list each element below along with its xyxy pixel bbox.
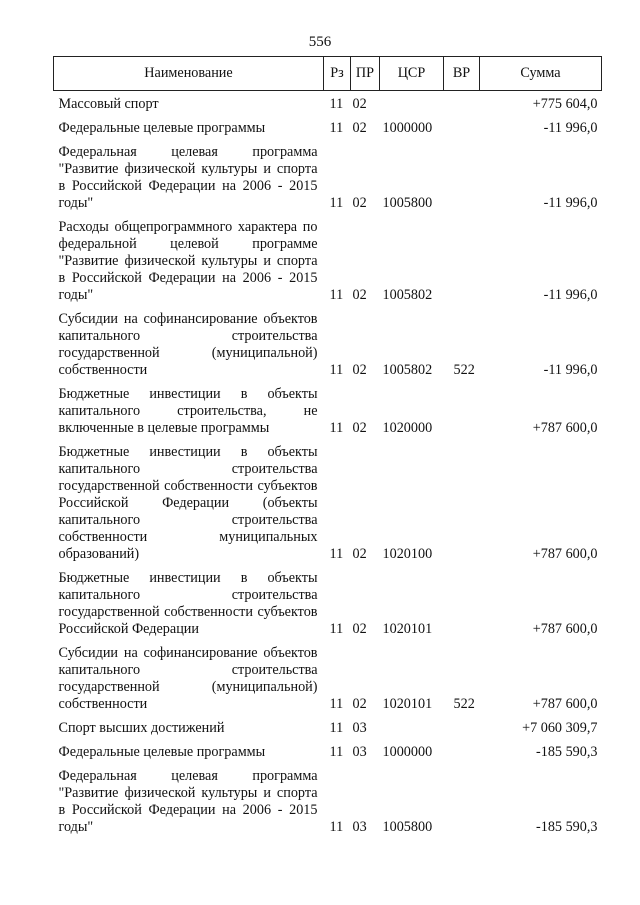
row-name: Бюджетные инвестиции в объекты капитального строительства, не включенные в целевые программы [58, 386, 318, 436]
row-name: Федеральная целевая программа "Развитие физической культуры и спорта в Российской Федерации на 2006 - 2015 годы" [58, 144, 318, 211]
table-body [54, 91, 602, 839]
row-pr: 02 [352, 420, 367, 436]
row-vr: 522 [453, 362, 475, 378]
header-sum: Сумма [480, 57, 602, 91]
row-pr: 03 [352, 819, 367, 835]
row-vr [444, 381, 480, 439]
row-csr: 1005802 [382, 362, 433, 378]
row-rz: 11 [329, 621, 344, 637]
row-pr: 02 [352, 362, 367, 378]
row-rz: 11 [329, 744, 344, 760]
row-rz: 11 [329, 96, 344, 112]
row-sum: +787 600,0 [532, 621, 598, 637]
row-pr: 02 [352, 120, 367, 136]
row-vr [444, 439, 480, 565]
header-name: Наименование [54, 57, 324, 91]
row-pr: 03 [352, 720, 367, 736]
table-row [54, 640, 602, 715]
row-sum: -11 996,0 [543, 195, 598, 211]
row-csr [380, 91, 444, 116]
row-csr: 1000000 [382, 744, 433, 760]
row-vr [444, 214, 480, 306]
row-vr [444, 115, 480, 139]
table-row [54, 439, 602, 565]
row-name: Федеральные целевые программы [58, 120, 266, 136]
row-csr: 1020101 [382, 621, 433, 637]
row-pr: 02 [352, 696, 367, 712]
row-vr: 522 [453, 696, 475, 712]
row-rz: 11 [329, 546, 344, 562]
row-vr [444, 763, 480, 838]
row-pr: 02 [352, 621, 367, 637]
row-pr: 02 [352, 546, 367, 562]
table-row [54, 214, 602, 306]
row-name: Бюджетные инвестиции в объекты капитального строительства государственной собственности субъектов Российской Федерации (объекты капитального строительства собственности муниципальных образований) [58, 444, 318, 562]
table-row [54, 565, 602, 640]
row-name: Бюджетные инвестиции в объекты капитального строительства государственной собственности субъектов Российской Федерации [58, 570, 318, 637]
header-csr: ЦСР [380, 57, 444, 91]
row-pr: 02 [352, 287, 367, 303]
row-rz: 11 [329, 120, 344, 136]
row-name: Массовый спорт [58, 96, 159, 112]
page-number: 556 [308, 34, 332, 50]
table-row [54, 715, 602, 739]
row-pr: 02 [352, 195, 367, 211]
table-row [54, 739, 602, 763]
row-name: Расходы общепрограммного характера по федеральной целевой программе "Развитие физической культуры и спорта в Российской Федерации на 2006 - 2015 годы" [58, 219, 318, 303]
row-sum: +775 604,0 [532, 96, 598, 112]
row-name: Федеральная целевая программа "Развитие физической культуры и спорта в Российской Федерации на 2006 - 2015 годы" [58, 768, 318, 835]
row-sum: -185 590,3 [536, 744, 598, 760]
row-sum: -11 996,0 [543, 362, 598, 378]
table-row [54, 115, 602, 139]
header-rz: Рз [324, 57, 351, 91]
table-row [54, 306, 602, 381]
row-csr [380, 715, 444, 739]
row-sum: +787 600,0 [532, 546, 598, 562]
row-csr: 1020100 [382, 546, 433, 562]
row-sum: +787 600,0 [532, 696, 598, 712]
row-rz: 11 [329, 819, 344, 835]
table-header [54, 57, 602, 91]
table-row [54, 91, 602, 116]
row-csr: 1005800 [382, 819, 433, 835]
row-name: Субсидии на софинансирование объектов капитального строительства государственной (муниципальной) собственности [58, 311, 318, 378]
row-sum: -185 590,3 [536, 819, 598, 835]
row-sum: +787 600,0 [532, 420, 598, 436]
row-name: Спорт высших достижений [58, 720, 225, 736]
row-vr [444, 715, 480, 739]
row-rz: 11 [329, 362, 344, 378]
header-vr: ВР [444, 57, 480, 91]
row-pr: 02 [352, 96, 367, 112]
header-row [54, 57, 602, 91]
row-sum: -11 996,0 [543, 120, 598, 136]
row-csr: 1000000 [382, 120, 433, 136]
row-rz: 11 [329, 696, 344, 712]
row-csr: 1020000 [382, 420, 433, 436]
row-rz: 11 [329, 720, 344, 736]
row-name: Субсидии на софинансирование объектов капитального строительства государственной (муниципальной) собственности [58, 645, 318, 712]
row-sum: +7 060 309,7 [522, 720, 598, 736]
budget-table [53, 56, 602, 838]
row-csr: 1005802 [382, 287, 433, 303]
table-row [54, 139, 602, 214]
row-sum: -11 996,0 [543, 287, 598, 303]
row-vr [444, 739, 480, 763]
row-vr [444, 139, 480, 214]
row-rz: 11 [329, 195, 344, 211]
header-pr: ПР [351, 57, 380, 91]
row-rz: 11 [329, 287, 344, 303]
row-csr: 1020101 [382, 696, 433, 712]
table-row [54, 763, 602, 838]
row-pr: 03 [352, 744, 367, 760]
row-rz: 11 [329, 420, 344, 436]
row-name: Федеральные целевые программы [58, 744, 266, 760]
row-vr [444, 565, 480, 640]
row-csr: 1005800 [382, 195, 433, 211]
row-vr [444, 91, 480, 116]
table-row [54, 381, 602, 439]
